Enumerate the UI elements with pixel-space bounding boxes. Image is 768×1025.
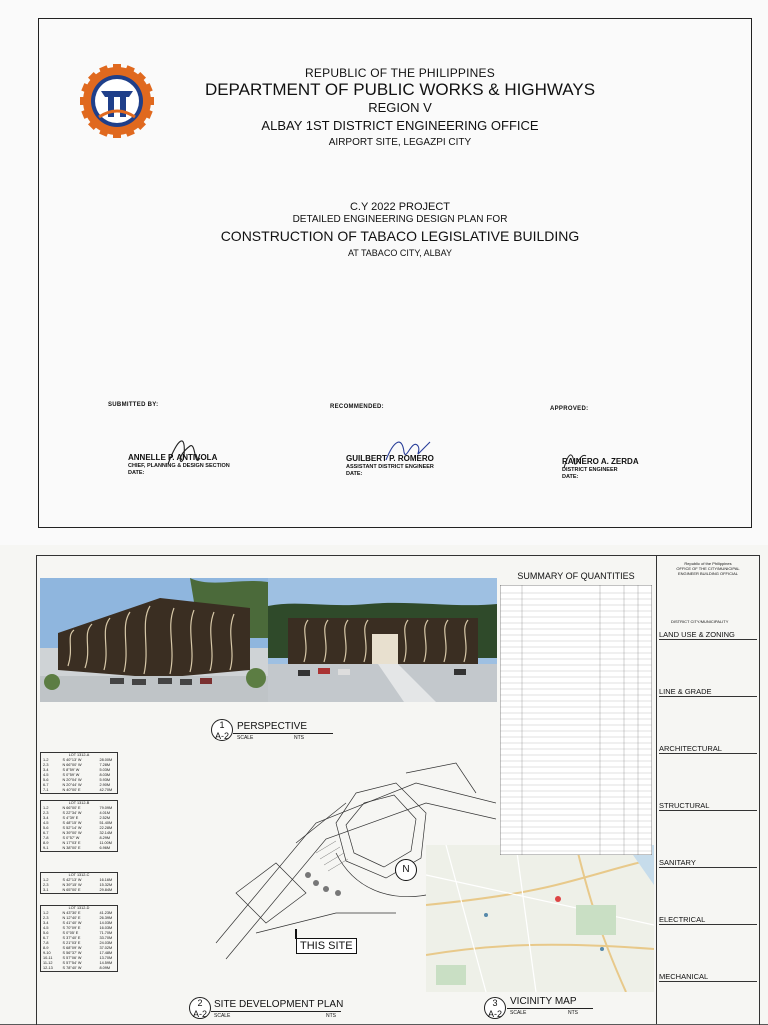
table-cell: 2-3 <box>43 811 49 815</box>
table-cell: 42.70M <box>99 788 113 792</box>
perspective-scale-value: NTS <box>294 735 304 741</box>
table-cell: S 68°09' W <box>62 946 82 950</box>
table-cell: N 38°00' E <box>62 846 81 850</box>
signatory-1-name: ANNELLE P. ANTIVOLA <box>128 453 218 462</box>
table-cell: 4-5 <box>43 773 49 777</box>
table-cell: S 70°09' E <box>62 926 81 930</box>
table-cell: N 20°44' W <box>62 783 82 787</box>
summary-table-grid <box>500 585 652 855</box>
sidebar-item-sanitary: SANITARY <box>659 858 757 868</box>
table-cell: S 40°13' W <box>62 758 82 762</box>
table-cell: N 39°15' W <box>62 883 82 887</box>
table-cell: 7-8 <box>43 941 49 945</box>
table-cell: 5-6 <box>43 931 49 935</box>
signatory-2-name: GUILBERT P. ROMERO <box>346 454 434 463</box>
table-cell: 8.29M <box>99 836 111 840</box>
table-cell: S 78°40' W <box>62 966 82 970</box>
table-cell: 4-5 <box>43 821 49 825</box>
table-cell: 28.00M <box>99 758 113 762</box>
signatory-3-date: DATE: <box>562 474 579 480</box>
table-cell: S 22°34' W <box>62 811 82 815</box>
site-plan-scale-value: NTS <box>326 1013 336 1019</box>
table-cell: 4.01M <box>99 811 111 815</box>
table-cell: 6.96M <box>99 846 111 850</box>
sidebar-header: Republic of the Philippines OFFICE OF THE CITY/MUNICIPAL ENGINEER BUILDING OFFICIAL <box>676 561 740 576</box>
table-cell: 2-3 <box>43 763 49 767</box>
table-cell: S 4°39' E <box>62 816 79 820</box>
table-cell: N 65°00' E <box>62 888 81 892</box>
table-cell: 3-4 <box>43 768 49 772</box>
site-plan-scale: SCALE <box>214 1013 231 1019</box>
table-cell: 6-7 <box>43 783 49 787</box>
table-cell: 5-6 <box>43 778 49 782</box>
table-row <box>41 788 117 793</box>
table-cell: 2-3 <box>43 916 49 920</box>
table-cell: N 39°00' W <box>62 831 82 835</box>
perspective-caption-line <box>233 733 333 734</box>
table-cell: 16.16M <box>99 878 113 882</box>
table-cell: S 52°14' W <box>62 826 82 830</box>
table-cell: 11-12 <box>43 961 53 965</box>
project-location: AT TABACO CITY, ALBAY <box>347 248 453 258</box>
table-cell: S 21°03' E <box>62 941 81 945</box>
table-cell: S 56°37' W <box>62 951 82 955</box>
perspective-render-2 <box>268 578 497 702</box>
table-cell: 37.02M <box>99 946 113 950</box>
signatory-2-title: ASSISTANT DISTRICT ENGINEER <box>346 464 434 470</box>
table-cell: 4-5 <box>43 926 49 930</box>
table-cell: 12-13 <box>43 966 53 970</box>
recommended-label: RECOMMENDED: <box>330 404 384 410</box>
table-cell: 2.52M <box>99 816 111 820</box>
table-cell: 2.90M <box>99 783 111 787</box>
summary-of-quantities <box>500 567 652 1007</box>
table-cell: 7-1 <box>43 788 49 792</box>
dpwh-logo-icon <box>80 64 154 138</box>
lot-table-title: LOT 1312-C <box>68 873 90 877</box>
table-cell: 13.70M <box>99 956 113 960</box>
submitted-label: SUBMITTED BY: <box>108 402 159 408</box>
vicinity-scale-value: NTS <box>568 1010 578 1016</box>
table-cell: 5.03M <box>99 768 111 772</box>
table-cell: S 48°15' W <box>62 821 82 825</box>
region-header: REGION V <box>368 100 432 115</box>
table-cell: 3-4 <box>43 816 49 820</box>
table-cell: 10-11 <box>43 956 53 960</box>
project-year: C.Y 2022 PROJECT <box>349 201 451 213</box>
table-cell: N 40°00' E <box>62 788 81 792</box>
table-row <box>41 846 117 851</box>
table-cell: 29.84M <box>99 888 113 892</box>
table-cell: N 12°40' E <box>62 916 81 920</box>
table-cell: S 0°57' W <box>62 836 80 840</box>
table-cell: 17.48M <box>99 951 113 955</box>
site-plan-caption-line <box>211 1011 341 1012</box>
plan-title: DETAILED ENGINEERING DESIGN PLAN FOR <box>292 214 508 225</box>
sidebar-district-label: DISTRICT CITY/MUNICIPALITY <box>671 619 729 624</box>
table-cell: 26.39M <box>99 916 113 920</box>
table-cell: 22.28M <box>99 826 113 830</box>
table-cell: 41.23M <box>99 911 113 915</box>
republic-header: REPUBLIC OF THE PHILIPPINES <box>305 66 495 80</box>
department-header: DEPARTMENT OF PUBLIC WORKS & HIGHWAYS <box>204 80 596 99</box>
table-cell: 6-7 <box>43 831 49 835</box>
table-cell: 5.93M <box>99 778 111 782</box>
sidebar-item-land-use: LAND USE & ZONING <box>659 630 757 640</box>
table-cell: N 20°04' W <box>62 778 82 782</box>
table-cell: 33.70M <box>99 936 113 940</box>
sidebar-item-mechanical: MECHANICAL <box>659 972 757 982</box>
vicinity-map-title: VICINITY MAP <box>510 996 577 1007</box>
table-cell: 15.32M <box>99 883 113 887</box>
site-header: AIRPORT SITE, LEGAZPI CITY <box>328 137 472 148</box>
table-cell: S 42°13' W <box>62 878 82 882</box>
this-site-label: THIS SITE <box>296 938 357 954</box>
table-cell: 3-1 <box>43 888 49 892</box>
table-cell: 8-9 <box>43 946 49 950</box>
north-arrow-icon: N <box>395 859 417 881</box>
perspective-render-1 <box>40 578 268 702</box>
project-name: CONSTRUCTION OF TABACO LEGISLATIVE BUILDING <box>220 228 580 244</box>
site-plan-number: 2 A-2 <box>189 997 211 1019</box>
signatory-1-date: DATE: <box>128 470 145 476</box>
table-cell: 1-2 <box>43 911 49 915</box>
table-cell: N 66°00' E <box>62 806 81 810</box>
table-cell: 1-2 <box>43 806 49 810</box>
sidebar-item-architectural: ARCHITECTURAL <box>659 744 757 754</box>
lot-table-title: LOT 1312-A <box>68 753 90 757</box>
table-cell: 8-9 <box>43 841 49 845</box>
table-cell: S 41°40' W <box>62 921 82 925</box>
table-cell: 2-3 <box>43 883 49 887</box>
table-cell: S 0°05' E <box>62 931 79 935</box>
table-cell: 7.28M <box>99 763 111 767</box>
signatory-1-title: CHIEF, PLANNING & DESIGN SECTION <box>128 463 230 469</box>
office-header: ALBAY 1ST DISTRICT ENGINEERING OFFICE <box>261 118 539 133</box>
table-cell: 5-6 <box>43 826 49 830</box>
table-cell: 32.14M <box>99 831 113 835</box>
table-cell: 8.09M <box>99 966 111 970</box>
lot-table <box>40 905 118 972</box>
table-cell: S 8°59' W <box>62 768 80 772</box>
table-cell: 1-2 <box>43 758 49 762</box>
summary-title: SUMMARY OF QUANTITIES <box>517 571 635 581</box>
table-cell: 16.03M <box>99 926 113 930</box>
table-cell: 6-7 <box>43 936 49 940</box>
table-cell: S 57°06' W <box>62 956 82 960</box>
perspective-number: 1 A-2 <box>211 719 233 741</box>
table-row <box>41 888 117 893</box>
sidebar-item-structural: STRUCTURAL <box>659 801 757 811</box>
vicinity-caption-line <box>507 1008 593 1009</box>
table-cell: N 43°30' E <box>62 911 81 915</box>
table-cell: S 0°59' W <box>62 773 80 777</box>
lot-table <box>40 800 118 852</box>
table-cell: 3-4 <box>43 921 49 925</box>
table-cell: 71.70M <box>99 931 113 935</box>
vicinity-map-number: 3 A-2 <box>484 997 506 1019</box>
drawing-sheet <box>0 545 768 1024</box>
table-cell: 9-1 <box>43 846 49 850</box>
table-cell: S 37°40' E <box>62 936 81 940</box>
table-cell: 7-8 <box>43 836 49 840</box>
signatory-3-title: DISTRICT ENGINEER <box>562 467 618 473</box>
signatory-2-date: DATE: <box>346 471 363 477</box>
approval-sidebar <box>656 555 759 1024</box>
perspective-scale: SCALE <box>237 735 254 741</box>
sidebar-item-electrical: ELECTRICAL <box>659 915 757 925</box>
lot-table-title: LOT 1312-D <box>68 906 90 910</box>
table-cell: 11.00M <box>99 841 112 845</box>
table-cell: 79.09M <box>99 806 113 810</box>
perspective-title: PERSPECTIVE <box>237 721 308 732</box>
signatory-3-name: RAINERO A. ZERDA <box>562 457 639 466</box>
table-cell: 24.03M <box>99 941 113 945</box>
table-cell: N 17°03' E <box>62 841 81 845</box>
lot-table <box>40 752 118 794</box>
table-cell: 9-10 <box>43 951 51 955</box>
table-cell: 14.59M <box>99 961 113 965</box>
table-cell: 14.03M <box>99 921 113 925</box>
vicinity-scale: SCALE <box>510 1010 527 1016</box>
site-plan-title: SITE DEVELOPMENT PLAN <box>214 999 344 1010</box>
approved-label: APPROVED: <box>550 406 589 412</box>
lot-table <box>40 872 118 894</box>
table-cell: 51.40M <box>99 821 113 825</box>
table-cell: 1-2 <box>43 878 49 882</box>
table-cell: N 66°00' W <box>62 763 82 767</box>
sidebar-item-line-grade: LINE & GRADE <box>659 687 757 697</box>
table-row <box>41 966 117 971</box>
lot-table-title: LOT 1312-B <box>68 801 90 805</box>
table-cell: S 57°54' W <box>62 961 82 965</box>
table-cell: 8.03M <box>99 773 111 777</box>
